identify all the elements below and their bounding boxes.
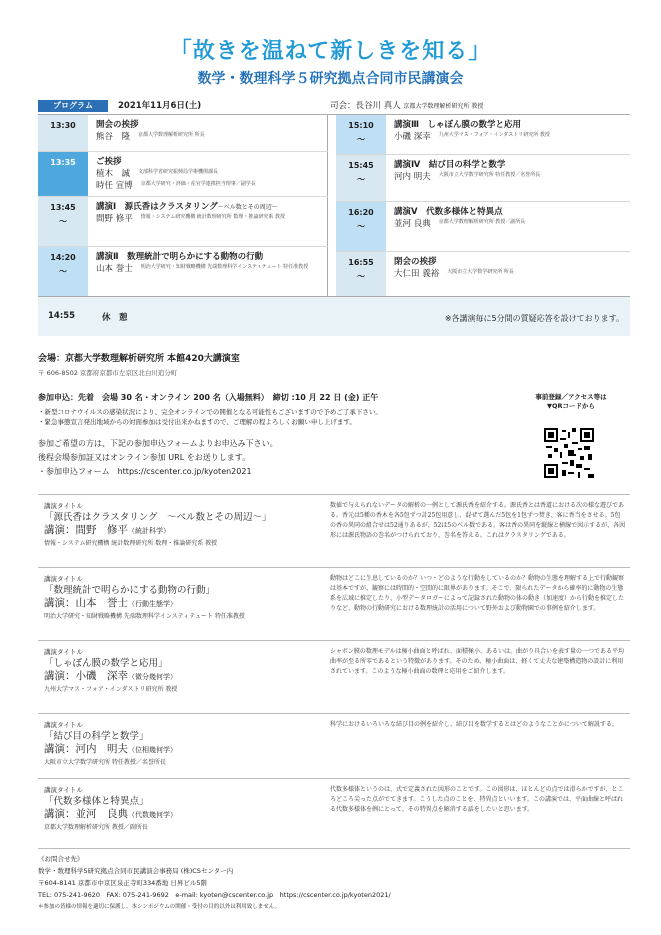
footer-heading: 《お問合せ先》	[38, 855, 84, 863]
slot-time-arrow: 〜	[357, 222, 365, 231]
talk-item	[38, 494, 630, 567]
slot-time	[38, 197, 88, 246]
program-header	[38, 100, 630, 112]
slot-time-arrow: 〜	[59, 267, 67, 276]
slot-title: 講演Ⅳ 結び目の科学と数学	[394, 160, 506, 170]
slot-time	[336, 115, 386, 154]
talk-speaker-name: 講演：並河 良典	[44, 808, 128, 820]
registration-info: 参加申込：先着 会場 30 名・オンライン 200 名（入場無料） 締切 :10 月 22 日 (金) 正午	[38, 393, 379, 402]
slot-title-main: 講演Ⅰ 源氏香はクラスタリング	[96, 202, 218, 212]
speaker-name: 大仁田 義裕	[394, 269, 440, 279]
slot-talk-3	[336, 115, 630, 155]
talk-label: 講演タイトル	[44, 575, 83, 583]
program-date: 2021年11月6日(土)	[118, 101, 202, 111]
talk-label: 講演タイトル	[44, 648, 83, 656]
talk-field: （行動生態学）	[128, 600, 177, 608]
speaker-affiliation: 文部科学省研究振興局学術機関課長	[138, 169, 219, 175]
slot-time-arrow: 〜	[357, 272, 365, 281]
break-label: 休 憩	[102, 313, 128, 323]
qa-notice: ※各講演毎に5分間の質疑応答を設けております。	[444, 314, 624, 323]
talk-label: 講演タイトル	[44, 502, 83, 510]
qr-caption	[516, 393, 626, 411]
talk-affiliation: 九州大学マス・フォア・インダストリ研究所 教授	[44, 686, 178, 693]
talk-item	[38, 640, 630, 713]
talk-field: （微分幾何学）	[128, 673, 177, 681]
speaker-name: 河内 明夫	[394, 172, 431, 182]
slot-talk-4	[336, 155, 630, 202]
speaker-affiliation: 大阪市立大学数学研究所 特任教授／名誉所長	[438, 172, 541, 178]
talk-abstract: 科学におけるいろいろな結び目の例を紹介し、結び目を数学するとはどのようなことかについて解説する。	[330, 721, 618, 728]
talk-item	[38, 567, 630, 640]
slot-time-start: 16:20	[348, 208, 374, 217]
apply-form-link[interactable]: ・参加申込フォーム https://cscenter.co.jp/kyoten2021	[38, 467, 252, 476]
speaker-name: 熊谷 隆	[96, 132, 131, 142]
speaker-name: 時任 宣博	[96, 181, 133, 191]
slot-time	[336, 155, 386, 201]
slot-opening	[38, 115, 328, 152]
slot-title-small: 〜ベル数とその周辺〜	[217, 204, 278, 211]
slot-title: 開会の挨拶	[96, 120, 139, 130]
talk-affiliation: 大阪市立大学数学研究所 特任教授／名誉所長	[44, 759, 166, 766]
footer-address: 〒604-8141 京都市中京区泉正寺町334番地 日昇ビル5階	[38, 879, 207, 887]
talk-title: 「源氏香はクラスタリング 〜ベル数とその周辺〜」	[44, 512, 272, 523]
slot-time-start: 15:45	[348, 161, 374, 170]
slot-time-start: 14:20	[50, 253, 76, 262]
venue-address: 〒 606-8502 京都府京都市左京区北白川追分町	[38, 369, 178, 377]
talk-speaker-name: 講演：間野 修平	[44, 524, 128, 536]
slot-talk-5	[336, 202, 630, 252]
slot-time	[336, 202, 386, 251]
apply-line: 後程会場参加証又はオンライン参加 URL をお送りします。	[38, 453, 251, 462]
speaker-affiliation: 大阪市立大学数学研究所 所長	[447, 269, 514, 275]
talk-speaker-name: 講演：山本 誉士	[44, 597, 128, 609]
speaker-name: 山本 誉士	[96, 264, 133, 274]
talk-speaker-name: 講演：小磯 深幸	[44, 670, 128, 682]
slot-time-arrow: 〜	[59, 217, 67, 226]
program-mc	[330, 100, 483, 113]
talk-abstract: 動物はどこに生息しているのか？いつ・どのような行動をしているのか？動物の生態を理解する上で行動観察は基本ですが、観察には時間的・空間的に限界があります。そこで、限られたデータから確率的に動物の生態系を広域に推定したり、小型データロガーによって記録された動物の体の動き（加速度）から行動を推定したりなど、動物の行動研究における数理統計の活用について野外および動物園での事例を紹介します。	[330, 575, 625, 612]
slot-time-arrow: 〜	[357, 135, 365, 144]
speaker-affiliation: 情報・システム研究機構 統計数理研究所 数理・推論研究系 教授	[140, 214, 285, 220]
speaker-name: 小磯 深幸	[394, 132, 431, 142]
note-item: ・新型コロナウイルスの感染状況により、完全オンラインでの開催となる可能性もございますので予めご了承下さい。	[38, 408, 382, 416]
mc-affiliation: 京都大学数理解析研究所 教授	[403, 103, 484, 110]
talk-title: 「数理統計で明らかにする動物の行動」	[44, 585, 216, 596]
slot-break	[38, 296, 630, 336]
break-time: 14:55	[48, 311, 76, 321]
slot-closing	[336, 252, 630, 296]
slot-time-start: 13:45	[50, 203, 76, 212]
slot-talk-1	[38, 197, 328, 247]
talk-field: （代数幾何学）	[128, 811, 177, 819]
page-title: 「故きを温ねて新しきを知る」	[169, 38, 492, 64]
schedule-right-column	[336, 115, 630, 296]
mc-name: 司会：長谷川 真人	[330, 101, 401, 111]
talk-abstract: 代数多様体というのは、式で定義された図形のことです。この図形は、ほとんどの点では滑らかですが、ところどころ尖った点がでてきます。こうした点のことを、特異点といいます。この講演では、平面曲線と呼ばれる代数多様体を例にとって、その特異点を解消する話をしたいと思います。	[330, 786, 624, 813]
talk-speaker	[44, 809, 344, 821]
qr-code[interactable]	[544, 428, 594, 478]
talk-title: 「結び目の科学と数学」	[44, 731, 149, 742]
slot-time: 13:35	[38, 152, 88, 196]
page-subtitle: 数学・数理科学５研究拠点合同市民講演会	[197, 71, 464, 87]
talk-affiliation: 明治大学研究・知財戦略機構 先端数理科学インスティテュート 特任准教授	[44, 613, 245, 620]
talk-field: （位相幾何学）	[128, 746, 177, 754]
footer-org: 数学・数理科学5研究拠点合同市民講演会事務局 (株)CSセンター内	[38, 867, 234, 875]
talk-item	[38, 778, 630, 846]
slot-title: 講演Ⅲ しゃぼん膜の数学と応用	[394, 120, 522, 130]
speaker-affiliation: 明治大学研究・知財戦略機構 先端数理科学インスティテュート 特任准教授	[140, 264, 309, 270]
slot-time	[336, 252, 386, 296]
talk-abstract: シャボン膜の数理モデルは極小曲面と呼ばれ、面積極小、あるいは、曲がり具合いを表す量の一つである平均曲率が至る所零であるという特徴があります。そのため、極小曲面は、軽くて丈夫な建築構造物の設計に利用されています。このような極小曲面の数理と応用をご紹介します。	[330, 648, 624, 675]
speaker-affiliation: 九州大学マス・フォア・インダストリ研究所 教授	[438, 132, 550, 138]
footer-contact[interactable]: TEL: 075-241-9620 FAX: 075-241-9692 e-mail: kyoten@cscenter.co.jp https://cscenter.co.jp/kyoten2021/	[38, 891, 391, 899]
slot-title: 講演Ⅱ 数理統計で明らかにする動物の行動	[96, 252, 264, 262]
talk-affiliation: 情報・システム研究機構 統計数理研究所 数理・推論研究系 教授	[44, 540, 218, 547]
apply-line: 参加ご希望の方は、下記の参加申込フォームよりお申込み下さい。	[38, 439, 278, 448]
talk-title: 「代数多様体と特異点」	[44, 796, 149, 807]
venue: 会場：京都大学数理解析研究所 本館420大講演室	[38, 354, 240, 364]
schedule-table	[38, 114, 630, 336]
slot-title	[96, 202, 324, 213]
slot-title: 講演Ⅴ 代数多様体と特異点	[394, 207, 503, 217]
slot-title: ご挨拶	[96, 157, 122, 167]
speaker-name: 並河 良典	[394, 219, 431, 229]
qr-caption-line: 事前登録／アクセス等は	[535, 393, 607, 401]
note-item: ・緊急事態宣言発出地域からの対面参加は受付出来かねますので、ご理解の程よろしくお願い申し上げます。	[38, 418, 356, 426]
apply-info	[38, 437, 278, 479]
slot-time: 13:30	[38, 115, 88, 151]
speaker-name: 植木 誠	[96, 169, 131, 179]
talk-speaker	[44, 598, 344, 610]
slot-time-start: 16:55	[348, 258, 374, 267]
qr-caption-line: ▼QRコードから	[546, 402, 596, 410]
talk-speaker	[44, 525, 344, 537]
schedule-left-column	[38, 115, 328, 296]
talk-speaker	[44, 671, 344, 683]
slot-talk-2	[38, 247, 328, 296]
speaker-affiliation: 京都大学数理解析研究所 所長	[138, 132, 205, 138]
speaker-name: 間野 修平	[96, 214, 133, 224]
program-label: プログラム	[38, 100, 108, 112]
talk-label: 講演タイトル	[44, 721, 83, 729]
speaker-affiliation: 京都大学研究・評価・産官学連携担当理事／副学長	[140, 181, 256, 187]
talk-item	[38, 713, 630, 778]
talk-speaker-name: 講演：河内 明夫	[44, 743, 128, 755]
slot-title: 閉会の挨拶	[394, 257, 437, 267]
slot-time-arrow: 〜	[357, 175, 365, 184]
talk-field: （統計科学）	[128, 527, 170, 535]
talk-abstract: 数値で与えられないデータの解析の一例として源氏香を紹介する。源氏香とは香道における次の様な遊びである。香元は5種の香木を各5包ずつ計25包用意し、混ぜて選んだ5包を1包ずつ焚き、客に香当をさせる。5包の香の異同の組合せは52通りあるが、52は5のベル数である。客は香の異同を縦線と横線で図示するが、各図形には源氏物語の巻名がつけられており、巻名を答える。これはクラスタリングである。	[330, 502, 626, 539]
talk-affiliation: 京都大学数理解析研究所 教授／副所長	[44, 824, 148, 831]
slot-time-start: 15:10	[348, 121, 374, 130]
contact-footer	[38, 848, 630, 913]
talk-label: 講演タイトル	[44, 786, 83, 794]
slot-time	[38, 247, 88, 296]
talk-speaker	[44, 744, 344, 756]
notes	[38, 407, 382, 427]
slot-greeting	[38, 152, 328, 197]
speaker-affiliation: 京都大学数理解析研究所 教授／副所長	[438, 219, 526, 225]
talk-title: 「しゃぼん膜の数学と応用」	[44, 658, 168, 669]
footer-privacy: ＊参加の皆様の情報を適切に保護し、本シンポジウムの開催・受付の目的以外は利用致しません。	[38, 904, 281, 910]
